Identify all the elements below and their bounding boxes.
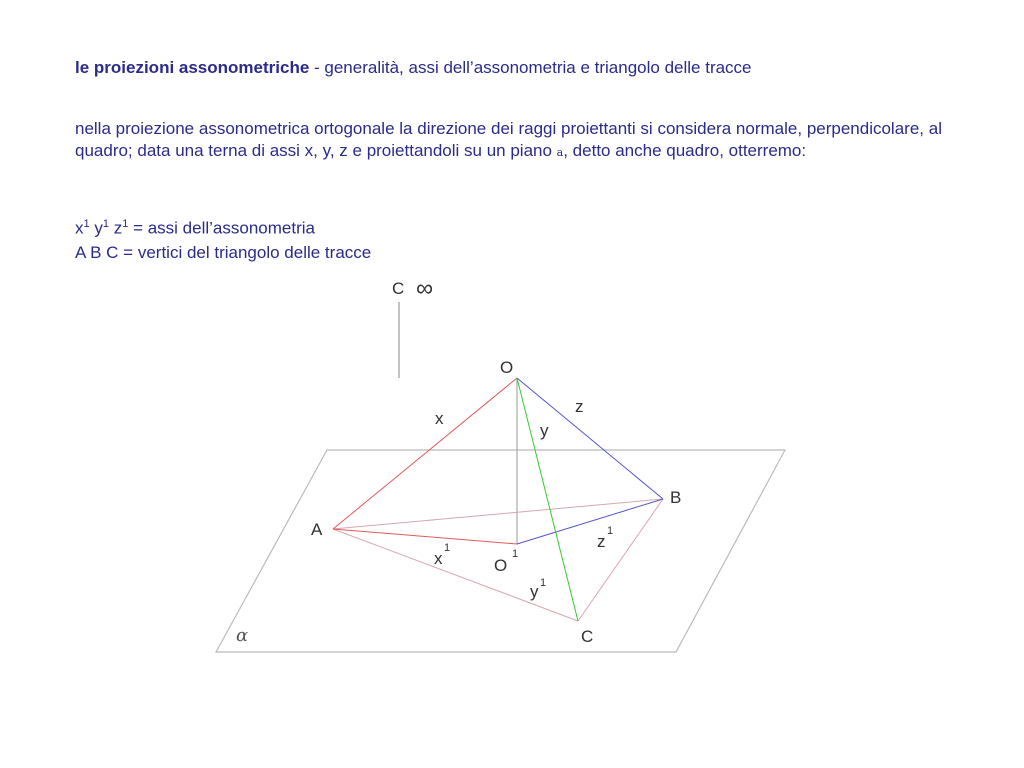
label-y1: y: [530, 582, 539, 601]
label-x1-sup: 1: [444, 542, 451, 554]
label-c-infinity: C: [392, 279, 405, 298]
title-bold: le proiezioni assonometriche: [75, 58, 310, 77]
label-z1: z: [597, 532, 606, 551]
legend-x-sup: 1: [83, 218, 90, 230]
triangle-side-bc: [578, 499, 663, 621]
label-b: B: [670, 488, 682, 507]
label-y1-sup: 1: [540, 577, 547, 589]
label-o1-sup: 1: [512, 548, 519, 560]
label-c: C: [581, 627, 594, 646]
triangle-side-ac: [333, 529, 578, 621]
legend-y: y: [94, 218, 103, 238]
legend-y-sup: 1: [102, 218, 109, 230]
legend-axes-text: = assi dell’assonometria: [128, 218, 315, 238]
picture-plane: [216, 450, 785, 652]
label-x1: x: [434, 549, 443, 568]
label-z1-sup: 1: [607, 525, 614, 537]
x-axis: [333, 378, 517, 529]
title-rest: - generalità, assi dell’assonometria e triangolo delle tracce: [309, 58, 752, 77]
paragraph-part2: , detto anche quadro, otterremo:: [563, 141, 807, 160]
label-o: O: [500, 358, 514, 377]
paragraph-part1: nella proiezione assonometrica ortogonale la direzione dei raggi proiettanti si considera normale, perpendicolare, al quadro; data una terna di assi x, y, z e proiettandoli su un piano: [75, 119, 942, 160]
z-axis: [517, 378, 663, 499]
legend-z: z: [113, 218, 123, 238]
legend-x: x: [75, 218, 84, 238]
x1-axis: [333, 529, 517, 544]
label-y: y: [540, 421, 549, 440]
paragraph-alpha: a: [556, 146, 564, 159]
legend-z-sup: 1: [122, 218, 129, 230]
legend-vertices-line: A B C = vertici del triangolo delle tracce: [75, 242, 372, 262]
label-o1: O: [494, 556, 508, 575]
label-x: x: [435, 409, 444, 428]
label-alpha: α: [236, 625, 249, 646]
label-a: A: [311, 520, 323, 539]
label-z: z: [575, 397, 584, 416]
infinity-icon: ∞: [416, 275, 434, 302]
y-axis: [517, 378, 578, 621]
